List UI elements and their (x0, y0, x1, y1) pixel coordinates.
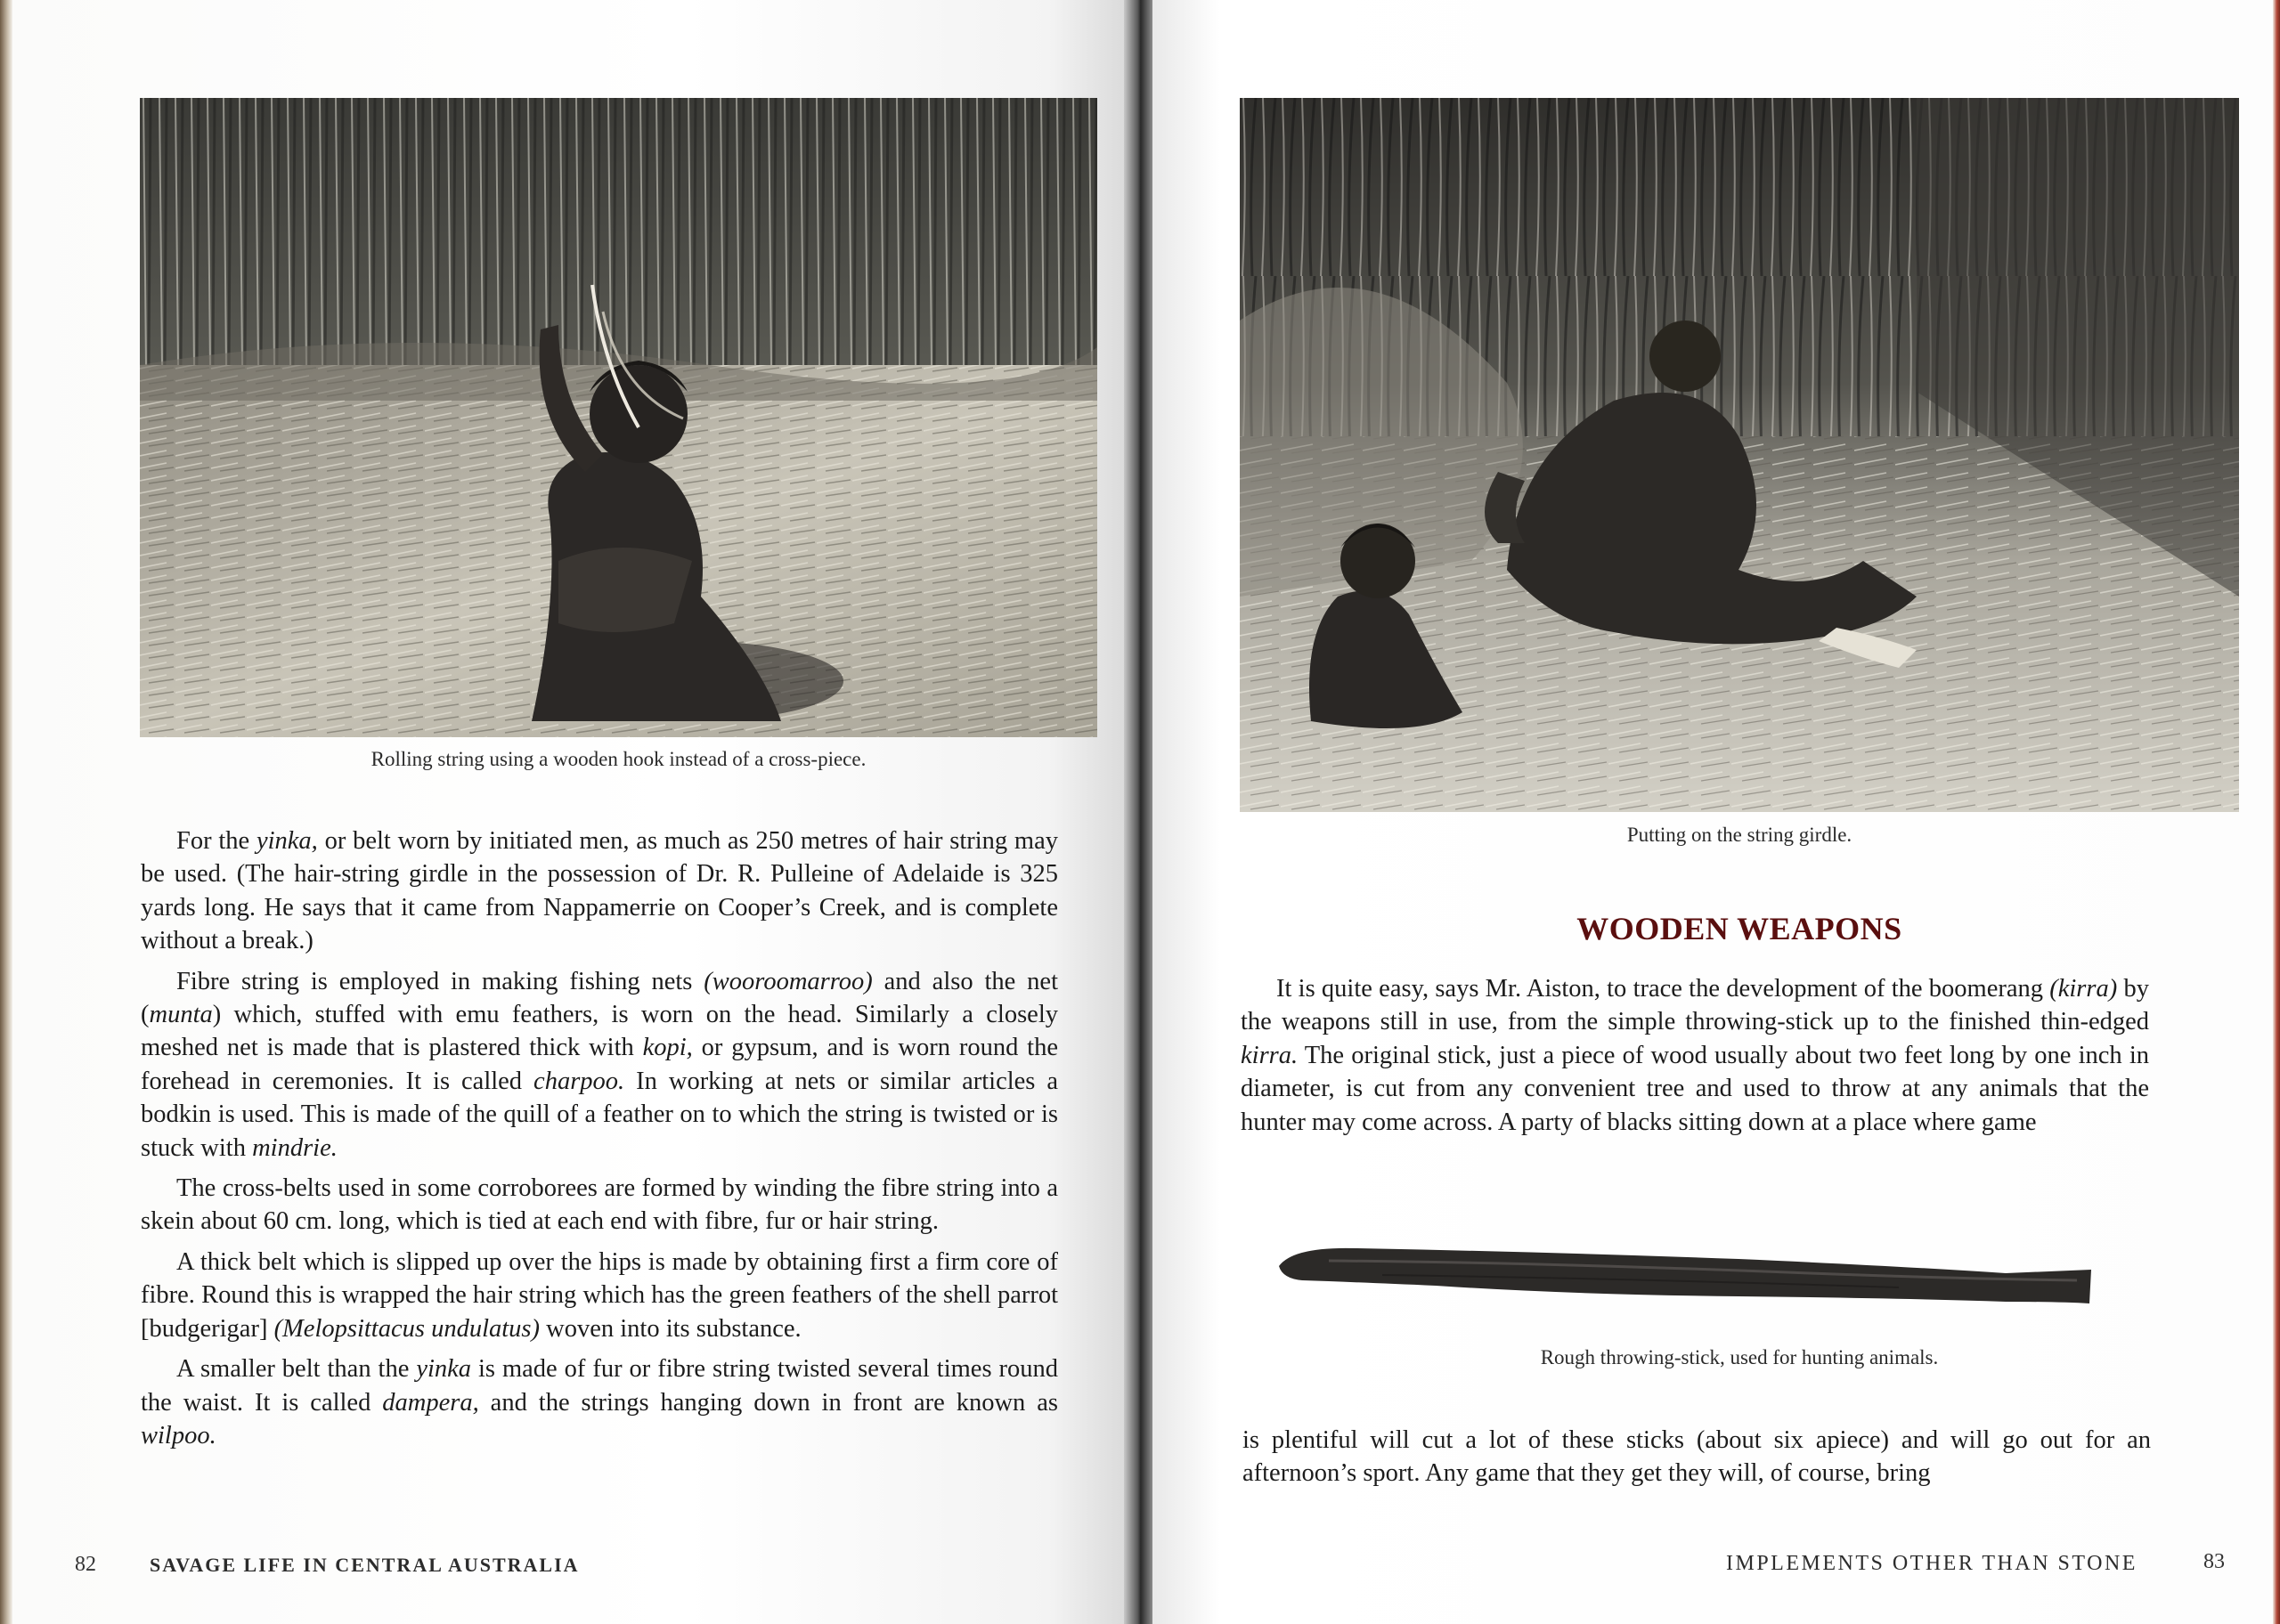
photo-string-girdle (1240, 98, 2239, 812)
photo-caption: Putting on the string girdle. (1626, 824, 1852, 846)
text-run: is plentiful will cut a lot of these sticks (about six apiece) and will go out for an afternoon’s sport. Any game that they get they will, of course, bring (1242, 1426, 2151, 1488)
text-run: and the strings hanging down in front are known as (478, 1388, 1058, 1417)
photo-string-girdle-image (1240, 98, 2239, 812)
italic-term: (Melopsittacus undulatus) (273, 1314, 540, 1343)
book-gutter (1124, 0, 1154, 1624)
paragraph (1241, 972, 2149, 1139)
text-run: by the weapons still in use, from the simple throwing-stick up to the finished thin-edged (1241, 975, 2149, 1036)
photo-rolling-string-image (140, 98, 1097, 737)
paragraph (141, 824, 1058, 958)
italic-term: kirra. (1241, 1041, 1299, 1069)
italic-term: yinka, (256, 827, 318, 855)
paragraph (1242, 1424, 2151, 1490)
section-heading: WOODEN WEAPONS (1576, 911, 1902, 946)
italic-term: kopi, (642, 1034, 693, 1062)
text-run: In working at nets or similar articles a bodkin is used. This is made of the quill of a feather on to which the string is twisted or is stuck with (141, 1067, 1058, 1162)
text-run: and also the net ( (141, 967, 1058, 1029)
italic-term: yinka (416, 1355, 472, 1384)
italic-term: mindrie. (252, 1133, 338, 1162)
italic-term: (wooroomarroo) (704, 967, 873, 995)
text-run: woven into its substance. (540, 1314, 802, 1343)
body-text-right-bottom (1242, 1424, 2151, 1498)
page-number-left: 82 (75, 1553, 96, 1576)
paragraph (141, 1246, 1058, 1345)
text-run: It is quite easy, says Mr. Aiston, to trace the development of the boomerang (1276, 975, 2050, 1003)
italic-term: wilpoo. (141, 1421, 216, 1449)
photo-rolling-string (140, 98, 1097, 737)
text-run: The cross-belts used in some corroborees are formed by winding the fibre string into a skein about 60 cm. long, which is tied at each end with fibre, fur or hair string. (141, 1174, 1058, 1236)
italic-term: charpoo. (533, 1067, 625, 1095)
text-run: A thick belt which is slipped up over the hips is made by obtaining first a firm core of fibre. Round this is wrapped the hair string which has the green feathers of the shell parrot [budgerigar] (141, 1247, 1058, 1343)
stick-caption: Rough throwing-stick, used for hunting animals. (1540, 1346, 1939, 1368)
body-text-left (141, 824, 1058, 1459)
text-run: ) which, stuffed with emu feathers, is worn on the head. Similarly a closely meshed net is made that is plastered thick with (141, 1001, 1058, 1062)
text-run: is made of fur or fibre string twisted several times round the waist. It is called (141, 1355, 1058, 1417)
body-text-right-top (1241, 972, 2149, 1146)
text-run: Fibre string is employed in making fishing nets (176, 967, 704, 995)
scan-edge-right (2273, 0, 2280, 1624)
page-number-right: 83 (2203, 1550, 2225, 1573)
paragraph (141, 1352, 1058, 1452)
running-head-left: SAVAGE LIFE IN CENTRAL AUSTRALIA (150, 1554, 580, 1576)
text-run: or belt worn by initiated men, as much as 250 metres of hair string may be used. (The hair-string girdle in the possession of Dr. R. Pulleine of Adelaide is 325 yards long. He says that it came from Nappamerrie on Cooper’s Creek, and is complete without a break.) (141, 827, 1058, 955)
italic-term: dampera, (382, 1388, 479, 1417)
paragraph (141, 1172, 1058, 1238)
scan-edge-left (0, 0, 12, 1624)
text-run: For the (176, 827, 256, 855)
italic-term: (kirra) (2049, 975, 2118, 1003)
italic-term: munta (149, 1001, 213, 1029)
paragraph (141, 965, 1058, 1165)
text-run: The original stick, just a piece of wood usually about two feet long by one inch in diameter, is cut from any convenient tree and used to throw at any animals that the hunter may come across. A party of blacks sitting down at a place where game (1241, 1041, 2149, 1136)
text-run: A smaller belt than the (176, 1355, 417, 1384)
photo-caption: Rolling string using a wooden hook instead of a cross-piece. (370, 748, 867, 770)
throwing-stick-image (1275, 1239, 2093, 1311)
text-run: or gypsum, and is worn round the forehead in ceremonies. It is called (141, 1034, 1058, 1095)
running-head-right: IMPLEMENTS OTHER THAN STONE (1726, 1552, 2138, 1575)
